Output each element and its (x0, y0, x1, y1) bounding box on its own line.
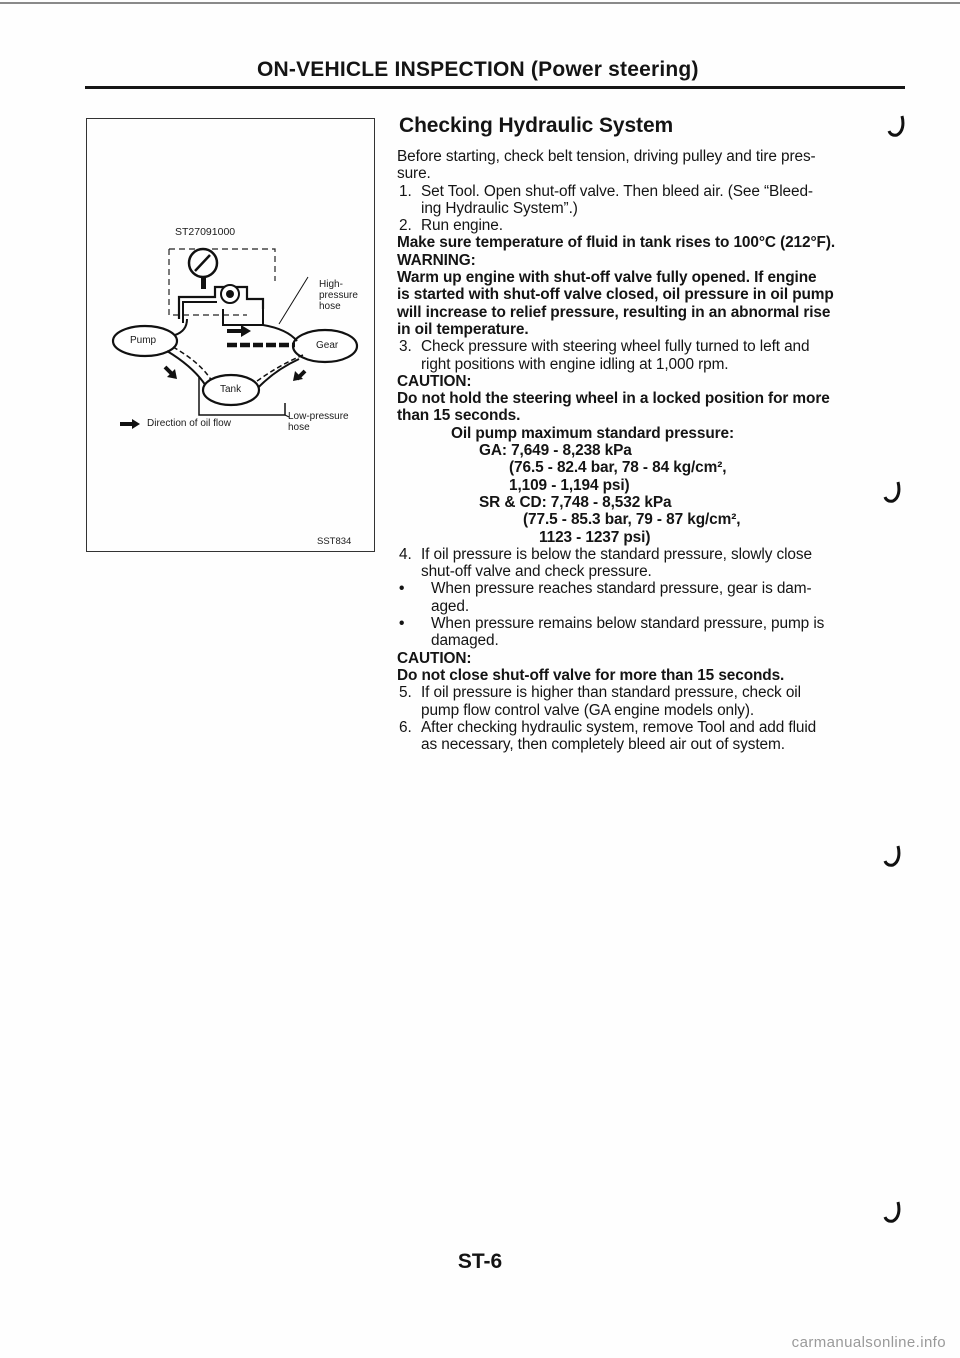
low-pressure-hose-label: Low-pressure hose (288, 411, 349, 433)
bullet-gear-damaged: • When pressure reaches standard pressure, gear is dam- aged. (399, 580, 812, 615)
spec-sr-sub1: (77.5 - 85.3 bar, 79 - 87 kg/cm², (523, 511, 741, 529)
page-number: ST-6 (457, 1250, 503, 1273)
step-2: 2. Run engine. (399, 217, 503, 235)
revision-mark-icon (882, 1200, 906, 1228)
step-5: 5. If oil pressure is higher than standard pressure, check oil pump flow control valve (GA engine models only). (399, 684, 801, 719)
pump-label: Pump (130, 335, 157, 346)
step-4: 4. If oil pressure is below the standard pressure, slowly close shut-off valve and check pressure. (399, 545, 812, 581)
step-1: 1. Set Tool. Open shut-off valve. Then bleed air. (See “Bleed- ing Hydraulic System”.) (399, 182, 813, 217)
figure-code: SST834 (317, 536, 352, 547)
caution-text-1: Do not hold the steering wheel in a locked position for more than 15 seconds. (397, 390, 830, 425)
caution-label-2: CAUTION: (397, 649, 472, 667)
spec-sr-sub2: 1123 - 1237 psi) (539, 528, 651, 546)
spec-sr-main: SR & CD: 7,748 - 8,532 kPa (479, 493, 672, 511)
spec-title: Oil pump maximum standard pressure: (451, 424, 735, 442)
revision-mark-icon (886, 114, 910, 140)
revision-mark-icon (882, 480, 906, 508)
warning-text: Warm up engine with shut-off valve fully opened. If engine is started with shut-off valve closed, oil pressure in oil pump will increase to relief pressure, resulting in an abnormal rise in oil temperature. (397, 269, 834, 338)
header-rule (85, 86, 905, 89)
bullet-pump-damaged: • When pressure remains below standard pressure, pump is damaged. (399, 615, 825, 650)
top-rule (0, 2, 960, 4)
tool-code: ST27091000 (175, 226, 236, 238)
temperature-note: Make sure temperature of fluid in tank rises to 100°C (212°F). (397, 234, 836, 252)
gear-label: Gear (316, 340, 339, 351)
hydraulic-diagram (86, 118, 375, 552)
step-3: 3. Check pressure with steering wheel fully turned to left and right positions with engine idling at 1,000 rpm. (399, 338, 810, 373)
revision-mark-icon (882, 844, 906, 872)
intro-paragraph: Before starting, check belt tension, driving pulley and tire pres- sure. (397, 148, 816, 183)
flow-direction-label: Direction of oil flow (147, 418, 231, 429)
caution-label-1: CAUTION: (397, 372, 472, 390)
section-title: Checking Hydraulic System (399, 114, 674, 137)
warning-label: WARNING: (397, 251, 476, 269)
main-content (397, 110, 901, 753)
high-pressure-hose-label: High- pressure hose (319, 279, 358, 312)
page-title: ON-VEHICLE INSPECTION (Power steering) (257, 58, 699, 81)
watermark: carmanualsonline.info (791, 1334, 946, 1351)
step-6: 6. After checking hydraulic system, remove Tool and add fluid as necessary, then completely bleed air out of system. (399, 718, 817, 754)
spec-ga-main: GA: 7,649 - 8,238 kPa (479, 442, 632, 460)
caution-text-2: Do not close shut-off valve for more than 15 seconds. (397, 666, 785, 684)
spec-ga-sub2: 1,109 - 1,194 psi) (509, 476, 630, 494)
spec-ga-sub1: (76.5 - 82.4 bar, 78 - 84 kg/cm², (509, 459, 727, 477)
tank-label: Tank (220, 384, 242, 395)
